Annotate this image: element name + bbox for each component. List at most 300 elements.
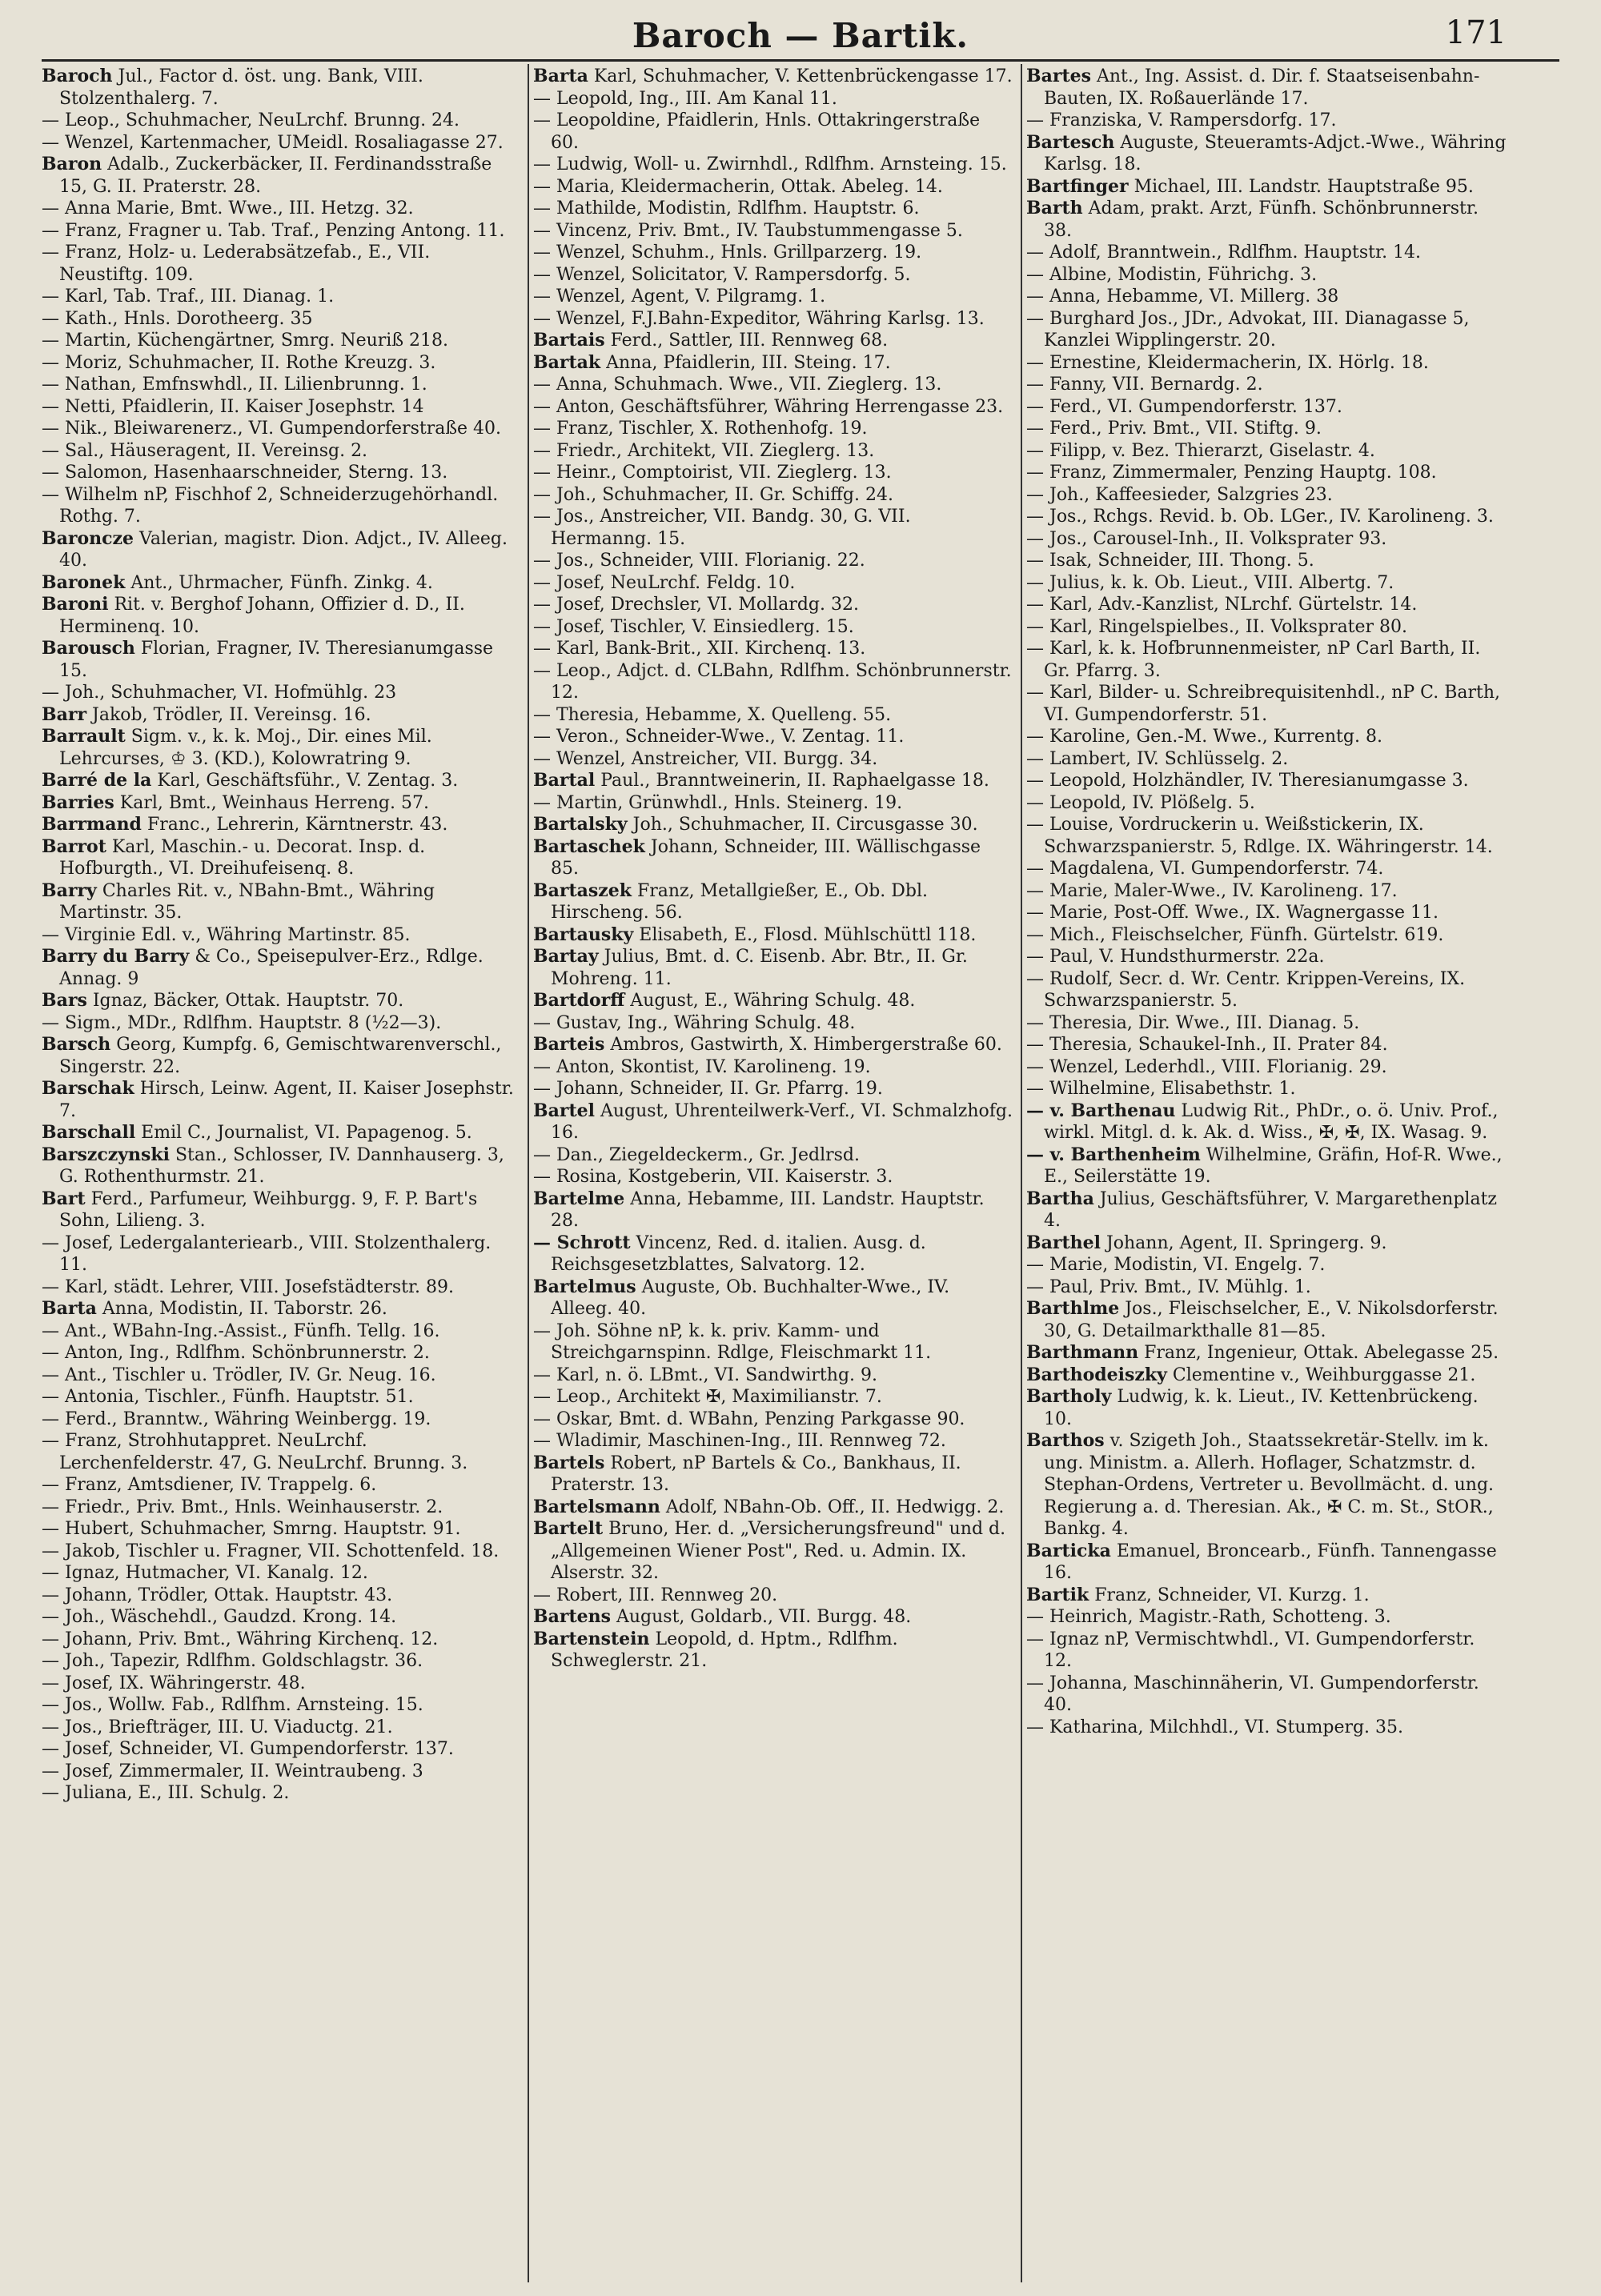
directory-entry (1026, 968, 1507, 1012)
directory-entry (533, 66, 1013, 88)
entry-details: — Franz, Tischler, X. Rothenhofg. 19. (533, 419, 868, 439)
entry-details: — Nik., Bleiwarenerz., VI. Gumpendorferstraße 40. (42, 419, 502, 439)
directory-entry (533, 308, 1013, 331)
entry-details: Karl, Schuhmacher, V. Kettenbrückengasse 17. (588, 66, 1013, 86)
directory-entry (1026, 418, 1507, 440)
entry-details: — Ludwig, Woll- u. Zwirnhdl., Rdlfhm. Arnsteing. 15. (533, 154, 1007, 174)
directory-entry (1026, 506, 1507, 528)
directory-entry (533, 440, 1013, 463)
entry-details: — Anna, Hebamme, VI. Millerg. 38 (1026, 286, 1339, 307)
directory-entry (1026, 110, 1507, 132)
directory-entry (42, 990, 522, 1012)
entry-details: — Franziska, V. Rampersdorfg. 17. (1026, 110, 1337, 130)
directory-entry (42, 1188, 522, 1232)
directory-entry (42, 110, 522, 132)
entry-details: — Johanna, Maschinnäherin, VI. Gumpendorferstr. 40. (1026, 1673, 1479, 1715)
directory-entry (533, 660, 1013, 704)
directory-entry (1026, 1364, 1507, 1387)
directory-entry (1026, 242, 1507, 264)
directory-entry (1026, 484, 1507, 507)
entry-details: Karl, Geschäftsführ., V. Zentag. 3. (151, 771, 459, 791)
directory-entry (1026, 1606, 1507, 1629)
directory-entry (42, 1541, 522, 1563)
directory-entry (1026, 1078, 1507, 1100)
directory-entry (533, 1518, 1013, 1585)
directory-entry (1026, 682, 1507, 726)
entry-surname: Barteis (533, 1034, 605, 1055)
entry-details: — Juliana, E., III. Schulg. 2. (42, 1783, 290, 1803)
entry-surname: Bartelt (533, 1518, 604, 1539)
entry-surname: Barschall (42, 1122, 136, 1143)
entry-details: — Ferd., Priv. Bmt., VII. Stiftg. 9. (1026, 419, 1322, 439)
entry-details: Sigm. v., k. k. Moj., Dir. eines Mil. Lehrcurses, ♔ 3. (KD.), Kolowratring 9. (59, 727, 432, 769)
entry-details: — Paul, V. Hundsthurmerstr. 22a. (1026, 947, 1325, 967)
entry-details: Franz, Metallgießer, E., Ob. Dbl. Hirscheng. 56. (551, 880, 929, 923)
entry-surname: Baronek (42, 571, 126, 593)
directory-entry (42, 1782, 522, 1805)
directory-entry (533, 1144, 1013, 1167)
entry-details: & Co., Speisepulver-Erz., Rdlge. Annag. 9 (59, 947, 484, 989)
directory-entry (1026, 132, 1507, 176)
entry-surname: Bartens (533, 1606, 611, 1627)
entry-details: Johann, Schneider, III. Wällischgasse 85. (551, 836, 981, 879)
entry-details: Adalb., Zuckerbäcker, II. Ferdinandsstraße 15, G. II. Praterstr. 28. (59, 154, 492, 197)
directory-entry (1026, 1232, 1507, 1255)
entry-details: — Theresia, Dir. Wwe., III. Dianag. 5. (1026, 1012, 1360, 1033)
directory-entry (1026, 1276, 1507, 1299)
entry-details: — Josef, Tischler, V. Einsiedlerg. 15. (533, 616, 854, 637)
entry-details: Karl, Maschin.- u. Decorat. Insp. d. Hofburgth., VI. Dreihufeisenq. 8. (59, 836, 426, 879)
entry-details: Robert, nP Bartels & Co., Bankhaus, II. Praterstr. 13. (551, 1453, 961, 1495)
directory-entry (42, 484, 522, 528)
entry-details: — Karl, k. k. Hofbrunnenmeister, nP Carl Barth, II. Gr. Pfarrg. 3. (1026, 639, 1481, 681)
directory-entry (42, 154, 522, 198)
entry-surname: Bartaszek (533, 880, 632, 901)
entry-details: — Anton, Geschäftsführer, Währing Herrengasse 23. (533, 396, 1004, 417)
entry-surname: Bartaschek (533, 835, 645, 857)
directory-entry (1026, 792, 1507, 815)
directory-entry (42, 418, 522, 440)
entry-details: — Jos., Briefträger, III. U. Viaductg. 21. (42, 1717, 393, 1737)
entry-surname: Barthmann (1026, 1342, 1139, 1363)
entry-details: Vincenz, Red. d. italien. Ausg. d. Reichsgesetzblattes, Salvatorg. 12. (551, 1232, 926, 1275)
entry-details: Anna, Pfaidlerin, III. Steing. 17. (600, 352, 891, 373)
entry-details: — Joh., Schuhmacher, II. Gr. Schiffg. 24. (533, 484, 893, 505)
entry-details: — Ant., WBahn-Ing.-Assist., Fünfh. Tellg. 16. (42, 1320, 440, 1341)
entry-surname: Bart (42, 1188, 86, 1209)
directory-entry (42, 572, 522, 595)
directory-entry (533, 374, 1013, 396)
directory-entry (42, 286, 522, 308)
entry-details: Rit. v. Berghof Johann, Offizier d. D., II. Herminenq. 10. (59, 595, 465, 637)
entry-surname: Bartdorff (533, 990, 625, 1011)
entry-surname: — v. Barthenheim (1026, 1144, 1201, 1165)
directory-entry (1026, 1673, 1507, 1717)
entry-details: — Franz, Holz- u. Lederabsätzefab., E., VII. Neustiftg. 109. (42, 242, 431, 285)
directory-entry (42, 1430, 522, 1474)
directory-entry (1026, 396, 1507, 419)
directory-entry (533, 462, 1013, 484)
directory-entry (533, 1430, 1013, 1453)
entry-details: — Josef, Drechsler, VI. Mollardg. 32. (533, 595, 859, 615)
directory-entry (1026, 616, 1507, 639)
entry-details: August, E., Währing Schulg. 48. (624, 991, 916, 1011)
directory-entry (533, 726, 1013, 748)
directory-entry (42, 682, 522, 704)
entry-details: Auguste, Steueramts-Adjct.-Wwe., Währing Karlsg. 18. (1044, 132, 1507, 174)
directory-entry (1026, 924, 1507, 947)
directory-entry (533, 836, 1013, 880)
directory-entry (42, 1694, 522, 1717)
entry-details: — Sal., Häuseragent, II. Vereinsg. 2. (42, 440, 368, 461)
directory-entry (1026, 1342, 1507, 1364)
entry-details: — Theresia, Hebamme, X. Quelleng. 55. (533, 704, 892, 725)
entry-details: — Heinr., Comptoirist, VII. Zieglerg. 13. (533, 463, 892, 483)
directory-entry (1026, 594, 1507, 616)
directory-entry (42, 528, 522, 572)
entry-details: v. Szigeth Joh., Staatssekretär-Stellv. im k. ung. Ministm. a. Allerh. Hoflager, Schatzmstr. d. Stephan-Ordens, Vertreter u. Bevollmächt. d. ung. Regierung a. d. Theresian. Ak., ✠ C. m. St., StOR., Bankg. 4. (1044, 1431, 1495, 1539)
directory-entry (42, 66, 522, 110)
entry-details: — Jos., Carousel-Inh., II. Volksprater 93. (1026, 528, 1387, 549)
entry-details: — Jakob, Tischler u. Fragner, VII. Schottenfeld. 18. (42, 1541, 500, 1561)
directory-entry (533, 1585, 1013, 1607)
directory-entry (1026, 1254, 1507, 1276)
entry-details: — Jos., Anstreicher, VII. Bandg. 30, G. VII. Hermanng. 15. (533, 507, 911, 549)
directory-entry (533, 638, 1013, 660)
entry-details: Stan., Schlosser, IV. Dannhauserg. 3, G. Rothenthurmstr. 21. (59, 1144, 504, 1187)
entry-surname: Baron (42, 154, 102, 174)
entry-details: — Adolf, Branntwein., Rdlfhm. Hauptstr. 14. (1026, 242, 1422, 262)
entry-details: — Leop., Schuhmacher, NeuLrchf. Brunng. 24. (42, 110, 460, 130)
entry-details: August, Uhrenteilwerk-Verf., VI. Schmalzhofg. 16. (551, 1100, 1013, 1143)
page-header (0, 11, 1601, 59)
entry-surname: Barthodeiszky (1026, 1364, 1167, 1385)
entry-surname: Bartesch (1026, 131, 1115, 153)
directory-entry (42, 1497, 522, 1519)
entry-details: Ludwig Rit., PhDr., o. ö. Univ. Prof., wirkl. Mitgl. d. k. Ak. d. Wiss., ✠, ✠, IX. Wasag. 9. (1044, 1100, 1499, 1143)
entry-details: Jos., Fleischselcher, E., V. Nikolsdorferstr. 30, G. Detailmarkthalle 81—85. (1044, 1299, 1499, 1341)
header-rule (42, 59, 1559, 62)
entry-surname: Baroncze (42, 527, 134, 549)
directory-entry (42, 1078, 522, 1122)
column-2 (533, 66, 1013, 2282)
entry-details: — Wenzel, Lederhdl., VIII. Florianig. 29. (1026, 1056, 1387, 1077)
directory-entry (42, 1276, 522, 1299)
entry-surname: Barr (42, 703, 87, 725)
entry-details: — Franz, Fragner u. Tab. Traf., Penzing Antong. 11. (42, 220, 505, 241)
entry-details: — Burghard Jos., JDr., Advokat, III. Dianagasse 5, Kanzlei Wipplingerstr. 20. (1026, 308, 1470, 351)
entry-details: Ignaz, Bäcker, Ottak. Hauptstr. 70. (86, 991, 404, 1011)
entry-details: — Joh., Tapezir, Rdlfhm. Goldschlagstr. 36. (42, 1651, 423, 1671)
directory-entry (42, 1717, 522, 1739)
entry-details: Adam, prakt. Arzt, Fünfh. Schönbrunnerstr. 38. (1044, 198, 1479, 241)
entry-details: Joh., Schuhmacher, II. Circusgasse 30. (627, 815, 978, 835)
directory-entry (533, 924, 1013, 947)
entry-details: — Friedr., Architekt, VII. Zieglerg. 13. (533, 440, 875, 461)
directory-entry (533, 352, 1013, 375)
directory-entry (1026, 858, 1507, 880)
entry-details: Bruno, Her. d. „Versicherungsfreund" und d. „Allgemeinen Wiener Post", Red. u. Admin. IX. Alserstr. 32. (551, 1519, 1006, 1583)
directory-entry (1026, 638, 1507, 682)
entry-details: — Karl, Bank-Brit., XII. Kirchenq. 13. (533, 639, 866, 659)
entry-details: — Karl, Tab. Traf., III. Dianag. 1. (42, 286, 335, 307)
entry-details: — Leopold, Ing., III. Am Kanal 11. (533, 88, 837, 109)
directory-entry (1026, 1144, 1507, 1188)
directory-entry (533, 1320, 1013, 1364)
directory-entry (1026, 286, 1507, 308)
entry-details: Valerian, magistr. Dion. Adjct., IV. Alleeg. 40. (59, 528, 508, 571)
directory-entry (42, 132, 522, 154)
directory-entry (42, 880, 522, 924)
entry-surname: Barta (42, 1298, 97, 1319)
entry-details: — Johann, Schneider, II. Gr. Pfarrg. 19. (533, 1079, 883, 1099)
entry-surname: Barrmand (42, 814, 142, 835)
entry-details: — Julius, k. k. Ob. Lieut., VIII. Albertg. 7. (1026, 572, 1394, 593)
entry-details: Jakob, Trödler, II. Vereinsg. 16. (86, 704, 371, 725)
entry-details: — Filipp, v. Bez. Thierarzt, Giselastr. 4. (1026, 440, 1375, 461)
entry-details: — Marie, Maler-Wwe., IV. Karolineng. 17. (1026, 880, 1398, 901)
entry-details: Michael, III. Landstr. Hauptstraße 95. (1128, 176, 1474, 197)
directory-entry (42, 770, 522, 792)
directory-entry (42, 594, 522, 638)
entry-details: Ludwig, k. k. Lieut., IV. Kettenbrückeng. 10. (1044, 1387, 1479, 1429)
entry-details: — Maria, Kleidermacherin, Ottak. Abeleg. 14. (533, 176, 943, 197)
entry-surname: Barth (1026, 198, 1083, 218)
entry-details: — Karoline, Gen.-M. Wwe., Kurrentg. 8. (1026, 727, 1382, 747)
entry-surname: — v. Barthenau (1026, 1100, 1176, 1121)
entry-details: — Anna, Schuhmach. Wwe., VII. Zieglerg. 13. (533, 375, 942, 395)
entry-details: — Jos., Wollw. Fab., Rdlfhm. Arnsteing. 15. (42, 1695, 423, 1715)
directory-entry (42, 1144, 522, 1188)
entry-surname: Bartais (533, 330, 605, 351)
entry-details: — Netti, Pfaidlerin, II. Kaiser Josephstr. 14 (42, 396, 424, 417)
directory-entry (42, 726, 522, 770)
entry-details: — Leop., Architekt ✠, Maximilianstr. 7. (533, 1387, 882, 1407)
entry-details: — Ernestine, Kleidermacherin, IX. Hörlg. 18. (1026, 352, 1429, 373)
directory-entry (533, 1386, 1013, 1408)
directory-entry (42, 1562, 522, 1585)
entry-details: — Anna Marie, Bmt. Wwe., III. Hetzg. 32. (42, 198, 414, 218)
directory-entry (42, 1364, 522, 1387)
entry-surname: Baroch (42, 66, 113, 86)
entry-details: — Veron., Schneider-Wwe., V. Zentag. 11. (533, 727, 905, 747)
directory-entry (533, 242, 1013, 264)
entry-details: — Wenzel, Schuhm., Hnls. Grillparzerg. 19. (533, 242, 922, 262)
entry-surname: Barszczynski (42, 1144, 170, 1165)
directory-entry (42, 374, 522, 396)
entry-details: Florian, Fragner, IV. Theresianumgasse 15. (59, 639, 494, 681)
entry-surname: Bartel (533, 1100, 595, 1121)
entry-details: — Wenzel, Kartenmacher, UMeidl. Rosaliagasse 27. (42, 132, 504, 153)
directory-entry (1026, 1430, 1507, 1541)
entry-details: Anna, Hebamme, III. Landstr. Hauptstr. 28. (551, 1188, 985, 1231)
directory-entry (533, 704, 1013, 727)
directory-entry (533, 220, 1013, 242)
entry-details: Georg, Kumpfg. 6, Gemischtwarenverschl., Singerstr. 22. (59, 1035, 502, 1077)
entry-details: — Josef, Zimmermaler, II. Weintraubeng. 3 (42, 1761, 423, 1781)
entry-details: — Marie, Modistin, VI. Engelg. 7. (1026, 1255, 1326, 1275)
entry-details: — Isak, Schneider, III. Thong. 5. (1026, 551, 1314, 571)
entry-details: — Louise, Vordruckerin u. Weißstickerin, IX. Schwarzspanierstr. 5, Rdlge. IX. Währingerstr. 14. (1026, 815, 1493, 857)
directory-entry (1026, 748, 1507, 771)
entry-details: — Magdalena, VI. Gumpendorferstr. 74. (1026, 859, 1384, 879)
entry-details: Julius, Geschäftsführer, V. Margarethenplatz 4. (1044, 1188, 1498, 1231)
directory-entry (42, 1342, 522, 1364)
directory-entry (42, 1320, 522, 1343)
entry-details: — Leop., Adjct. d. CLBahn, Rdlfhm. Schönbrunnerstr. 12. (533, 660, 1012, 703)
directory-entry (533, 1232, 1013, 1276)
directory-entry (533, 1497, 1013, 1519)
directory-entry (42, 924, 522, 947)
entry-details: — Rudolf, Secr. d. Wr. Centr. Krippen-Vereins, IX. Schwarzspanierstr. 5. (1026, 968, 1466, 1011)
entry-details: — Hubert, Schuhmacher, Smrng. Hauptstr. 91. (42, 1519, 461, 1539)
entry-details: — Wilhelm nP, Fischhof 2, Schneiderzugehörhandl. Rothg. 7. (42, 484, 499, 527)
entry-details: — Johann, Priv. Bmt., Währing Kirchenq. 12. (42, 1629, 439, 1649)
entry-details: — Albine, Modistin, Führichg. 3. (1026, 264, 1318, 285)
entry-surname: Bartha (1026, 1188, 1094, 1209)
directory-entry (533, 418, 1013, 440)
entry-details: Clementine v., Weihburggasse 21. (1166, 1364, 1476, 1385)
entry-details: Franz, Ingenieur, Ottak. Abelegasse 25. (1138, 1343, 1499, 1363)
directory-entry (533, 572, 1013, 595)
directory-entry (533, 1276, 1013, 1320)
entry-details: — Rosina, Kostgeberin, VII. Kaiserstr. 3. (533, 1167, 893, 1187)
directory-entry (1026, 726, 1507, 748)
directory-entry (533, 946, 1013, 990)
entry-details: — Karl, Adv.-Kanzlist, NLrchf. Gürtelstr. 14. (1026, 595, 1418, 615)
entry-surname: Bartelme (533, 1188, 625, 1209)
directory-entry (42, 1232, 522, 1276)
directory-entry (42, 792, 522, 815)
directory-entry (533, 110, 1013, 154)
entry-details: — Mich., Fleischselcher, Fünfh. Gürtelstr. 619. (1026, 924, 1444, 945)
directory-entry (533, 814, 1013, 836)
entry-details: — Fanny, VII. Bernardg. 2. (1026, 375, 1263, 395)
entry-surname: Barsch (42, 1034, 111, 1055)
entry-surname: Barrot (42, 835, 106, 857)
entry-surname: Bartik (1026, 1584, 1089, 1605)
entry-details: — Leopold, Holzhändler, IV. Theresianumgasse 3. (1026, 771, 1469, 791)
entry-details: August, Goldarb., VII. Burgg. 48. (610, 1607, 912, 1627)
directory-entry (1026, 528, 1507, 551)
entry-surname: Barschak (42, 1078, 134, 1099)
directory-entry (42, 1673, 522, 1695)
entry-surname: Bartfinger (1026, 175, 1129, 197)
directory-entry (42, 1761, 522, 1783)
directory-entry (42, 242, 522, 286)
entry-details: Charles Rit. v., NBahn-Bmt., Währing Martinstr. 35. (59, 880, 435, 923)
directory-entry (533, 506, 1013, 550)
directory-entry (1026, 1585, 1507, 1607)
entry-details: Ambros, Gastwirth, X. Himbergerstraße 60. (604, 1035, 1002, 1055)
directory-entry (533, 88, 1013, 110)
directory-entry (1026, 440, 1507, 463)
entry-details: — Antonia, Tischler., Fünfh. Hauptstr. 51. (42, 1387, 414, 1407)
directory-entry (533, 264, 1013, 286)
entry-details: — Martin, Grünwhdl., Hnls. Steinerg. 19. (533, 792, 903, 813)
entry-details: — Karl, städt. Lehrer, VIII. Josefstädterstr. 89. (42, 1276, 455, 1297)
entry-details: — Virginie Edl. v., Währing Martinstr. 85. (42, 924, 411, 945)
directory-entry (1026, 1629, 1507, 1673)
entry-surname: Bartels (533, 1452, 605, 1473)
page-number: 171 (1445, 14, 1507, 51)
directory-entry (533, 550, 1013, 572)
directory-entry (42, 1650, 522, 1673)
running-title: Baroch — Bartik. (632, 16, 969, 55)
entry-surname: Bartak (533, 351, 601, 373)
directory-entry (533, 792, 1013, 815)
entry-details: Ferd., Parfumeur, Weihburgg. 9, F. P. Bart's Sohn, Lilieng. 3. (59, 1188, 478, 1231)
directory-entry (42, 1474, 522, 1497)
entry-surname: Baroni (42, 594, 109, 615)
entry-details: — Kath., Hnls. Dorotheerg. 35 (42, 308, 313, 329)
entry-details: Johann, Agent, II. Springerg. 9. (1100, 1232, 1387, 1253)
entry-details: — Joh., Wäschehdl., Gaudzd. Krong. 14. (42, 1607, 397, 1627)
entry-details: — Wenzel, Anstreicher, VII. Burgg. 34. (533, 748, 878, 769)
entry-details: — Gustav, Ing., Währing Schulg. 48. (533, 1012, 856, 1033)
entry-details: — Karl, Ringelspielbes., II. Volksprater 80. (1026, 616, 1408, 637)
directory-entry (42, 814, 522, 836)
entry-surname: Barthlme (1026, 1298, 1120, 1319)
entry-details: Franc., Lehrerin, Kärntnerstr. 43. (141, 815, 448, 835)
entry-details: Elisabeth, E., Flosd. Mühlschüttl 118. (633, 924, 977, 945)
directory-entry (533, 1453, 1013, 1497)
directory-entry (42, 1606, 522, 1629)
directory-entry (42, 1298, 522, 1320)
entry-surname: Barrault (42, 726, 126, 747)
entry-details: — Wenzel, F.J.Bahn-Expeditor, Währing Karlsg. 13. (533, 308, 985, 329)
entry-details: Ferd., Sattler, III. Rennweg 68. (604, 331, 889, 351)
entry-details: — Anton, Skontist, IV. Karolineng. 19. (533, 1056, 871, 1077)
directory-entry (1026, 550, 1507, 572)
directory-entry (42, 1034, 522, 1078)
directory-entry (42, 638, 522, 682)
directory-entry (42, 352, 522, 375)
directory-entry (533, 198, 1013, 220)
entry-details: — Josef, NeuLrchf. Feldg. 10. (533, 572, 796, 593)
entry-details: — Franz, Zimmermaler, Penzing Hauptg. 108. (1026, 463, 1437, 483)
directory-entry (1026, 1386, 1507, 1430)
entry-surname: Barta (533, 66, 588, 86)
entry-details: Franz, Schneider, VI. Kurzg. 1. (1089, 1585, 1370, 1605)
directory-entry (533, 484, 1013, 507)
entry-details: — Jos., Schneider, VIII. Florianig. 22. (533, 551, 865, 571)
entry-surname: Barré de la (42, 770, 152, 791)
directory-entry (1026, 1056, 1507, 1079)
directory-entry (1026, 198, 1507, 242)
directory-entry (42, 1585, 522, 1607)
entry-surname: Bartelsmann (533, 1496, 660, 1517)
directory-entry (1026, 66, 1507, 110)
directory-entry (1026, 1034, 1507, 1056)
entry-details: — Ferd., VI. Gumpendorferstr. 137. (1026, 396, 1342, 417)
directory-entry (42, 946, 522, 990)
directory-entry (533, 748, 1013, 771)
entry-details: Emanuel, Broncearb., Fünfh. Tannengasse 16. (1044, 1541, 1497, 1583)
directory-entry (533, 1629, 1013, 1673)
directory-entry (42, 198, 522, 220)
entry-surname: Barries (42, 791, 114, 813)
entry-details: Ant., Ing. Assist. d. Dir. f. Staatseisenbahn-Bauten, IX. Roßauerlände 17. (1044, 66, 1480, 109)
entry-details: — Lambert, IV. Schlüsselg. 2. (1026, 748, 1289, 769)
directory-entry (533, 1078, 1013, 1100)
entry-details: — Wenzel, Agent, V. Pilgramg. 1. (533, 286, 826, 307)
directory-entry (42, 1629, 522, 1651)
entry-details: — Vincenz, Priv. Bmt., IV. Taubstummengasse 5. (533, 220, 963, 241)
directory-entry (533, 396, 1013, 419)
directory-entry (533, 176, 1013, 198)
directory-entry (533, 1012, 1013, 1035)
